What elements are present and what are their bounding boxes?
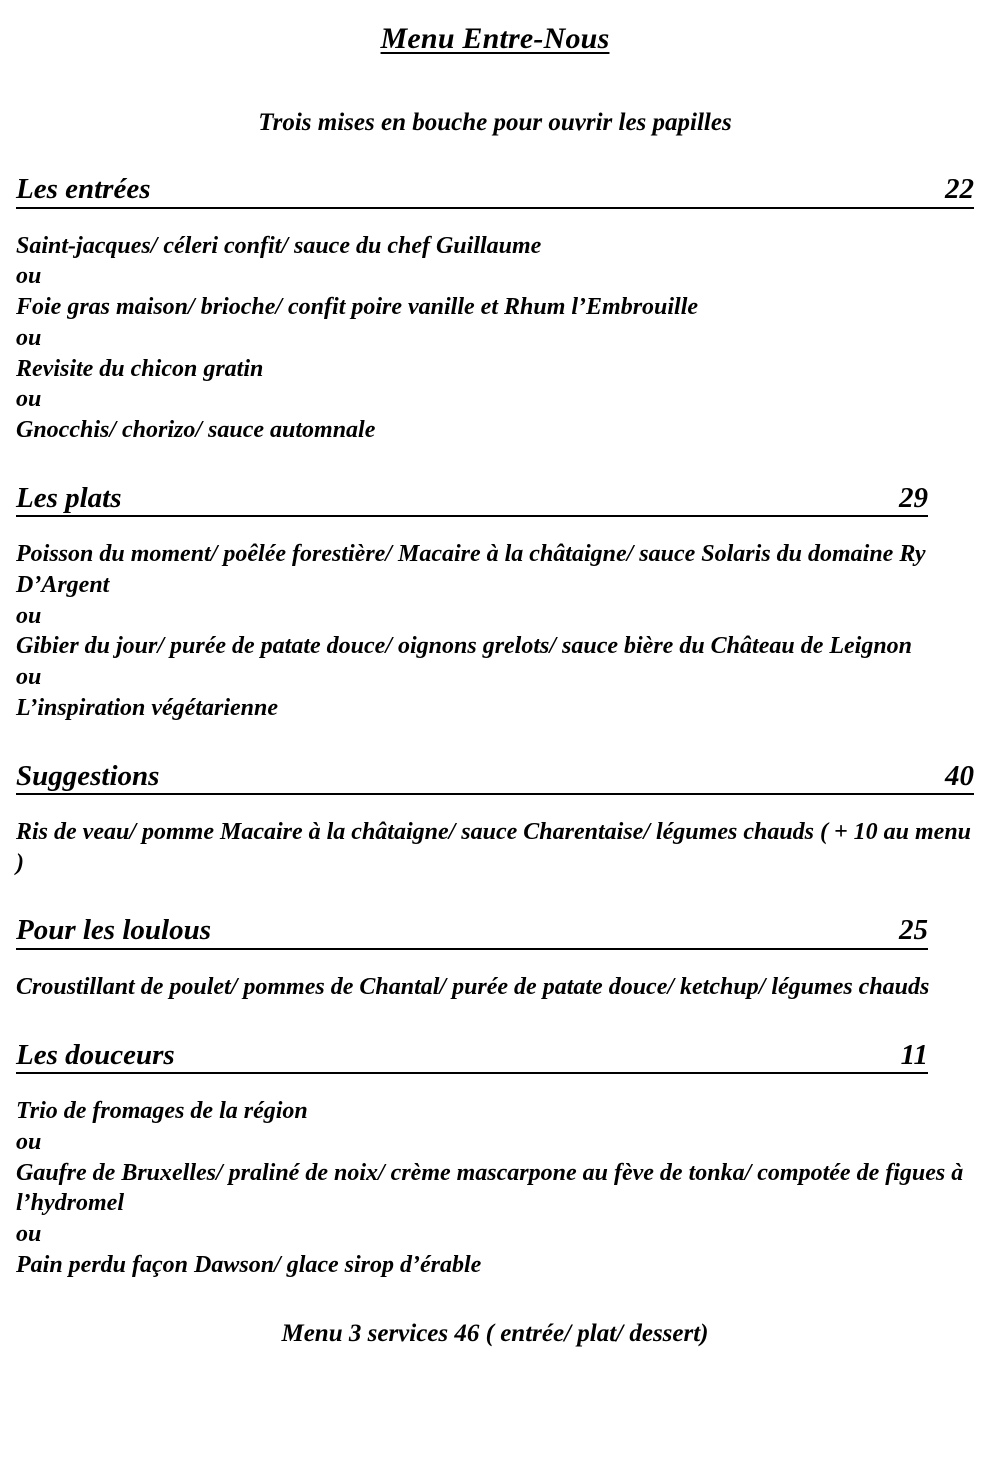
- menu-item: Ris de veau/ pomme Macaire à la châtaigne/ sauce Charentaise/ légumes chauds ( + 10 au menu ): [16, 819, 972, 876]
- section-heading-suggestions: [16, 760, 974, 795]
- item-separator: ou: [16, 324, 42, 351]
- section-price: 25: [899, 914, 928, 947]
- menu-item: Poisson du moment/ poêlée forestière/ Macaire à la châtaigne/ sauce Solaris du domaine Ry D’Argent: [16, 541, 926, 598]
- section-price: 29: [899, 481, 928, 514]
- item-separator: ou: [16, 263, 42, 290]
- section-items-entrees: [16, 231, 974, 446]
- section-items-loulous: [16, 972, 974, 1003]
- section-price: 22: [945, 173, 974, 206]
- section-items-suggestions: [16, 817, 974, 878]
- section-heading-douceurs: [16, 1039, 928, 1074]
- section-title: Les plats: [16, 481, 122, 514]
- item-separator: ou: [16, 1220, 42, 1247]
- menu-item: Saint-jacques/ céleri confit/ sauce du chef Guillaume: [16, 232, 542, 259]
- section-title: Pour les loulous: [16, 914, 211, 947]
- page-subtitle: Trois mises en bouche pour ouvrir les papilles: [258, 108, 732, 136]
- menu-item: Pain perdu façon Dawson/ glace sirop d’érable: [16, 1251, 482, 1278]
- section-items-douceurs: [16, 1096, 974, 1280]
- section-title: Les entrées: [16, 173, 151, 206]
- section-title: Suggestions: [16, 759, 160, 792]
- section-title: Les douceurs: [16, 1038, 175, 1071]
- section-heading-plats: [16, 482, 928, 517]
- menu-item: L’inspiration végétarienne: [16, 694, 279, 721]
- item-separator: ou: [16, 386, 42, 413]
- page-title-text: Menu Entre-Nous: [380, 22, 610, 55]
- section-price: 11: [900, 1038, 928, 1071]
- item-separator: ou: [16, 1128, 42, 1155]
- section-heading-entrees: [16, 173, 974, 208]
- menu-item: Foie gras maison/ brioche/ confit poire vanille et Rhum l’Embrouille: [16, 294, 699, 321]
- item-separator: ou: [16, 602, 42, 629]
- menu-item: Gnocchis/ chorizo/ sauce automnale: [16, 417, 376, 444]
- section-price: 40: [945, 759, 974, 792]
- menu-item: Gibier du jour/ purée de patate douce/ oignons grelots/ sauce bière du Château de Leignon: [16, 633, 913, 660]
- section-heading-loulous: [16, 914, 928, 949]
- menu-footer-note: Menu 3 services 46 ( entrée/ plat/ dessert): [281, 1320, 709, 1348]
- page-title: [16, 22, 974, 57]
- menu-item: Trio de fromages de la région: [16, 1098, 308, 1125]
- item-separator: ou: [16, 664, 42, 691]
- menu-item: Revisite du chicon gratin: [16, 355, 264, 382]
- menu-item: Croustillant de poulet/ pommes de Chantal/ purée de patate douce/ ketchup/ légumes chauds: [16, 973, 930, 1000]
- section-items-plats: [16, 539, 974, 723]
- menu-item: Gaufre de Bruxelles/ praliné de noix/ crème mascarpone au fève de tonka/ compotée de figues à l’hydromel: [16, 1159, 964, 1217]
- menu-page: [0, 22, 990, 1472]
